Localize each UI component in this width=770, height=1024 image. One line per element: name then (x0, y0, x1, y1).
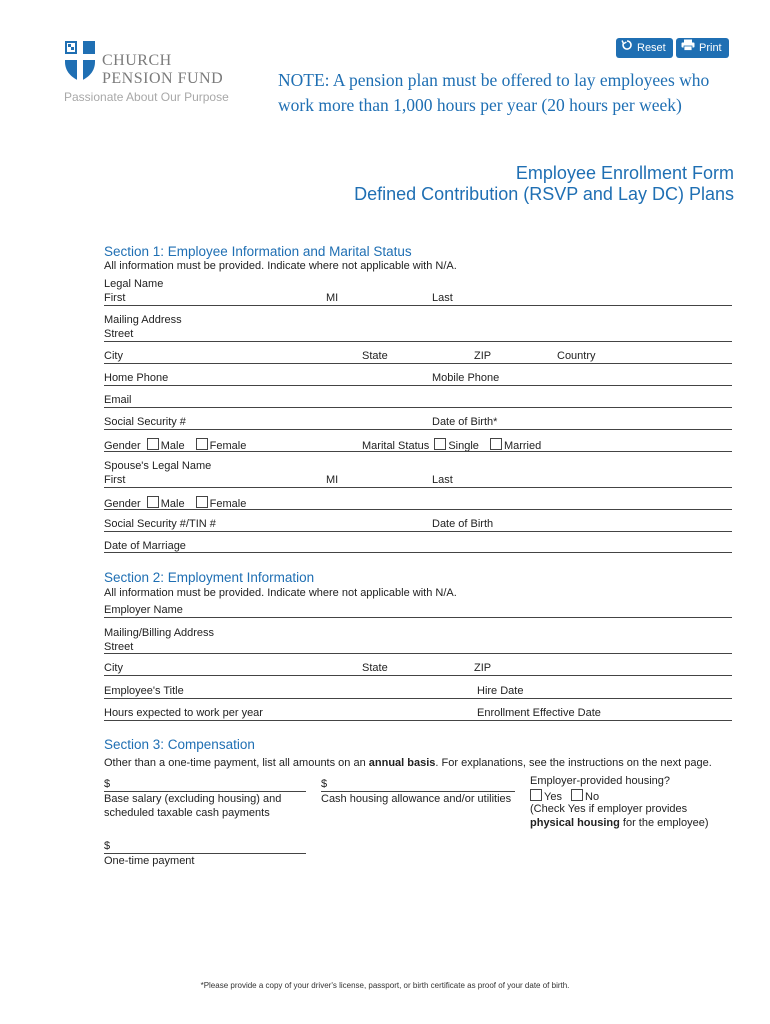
section1-heading: Section 1: Employee Information and Marital Status (104, 244, 412, 259)
spouse-last-field[interactable]: Last (432, 474, 453, 486)
hours-rule (104, 720, 732, 721)
printer-icon (681, 38, 695, 58)
spouse-ssn-rule (104, 531, 732, 532)
base-salary-field[interactable]: $ (104, 778, 111, 790)
date-of-marriage-field[interactable]: Date of Marriage (104, 540, 186, 552)
logo-line2: PENSION FUND (102, 70, 224, 87)
country-field[interactable]: Country (557, 350, 596, 362)
logo-line1: CHURCH (102, 52, 172, 69)
pension-note: NOTE: A pension plan must be offered to lay employees who work more than 1,000 hours per year (20 hours per week) (278, 70, 710, 115)
housing-options: Yes No (530, 789, 599, 803)
employer-zip-field[interactable]: ZIP (474, 662, 492, 674)
housing-note-1: (Check Yes if employer provides (530, 803, 688, 815)
city-field[interactable]: City (104, 350, 123, 362)
email-field[interactable]: Email (104, 394, 132, 406)
cash-housing-field[interactable]: $ (321, 778, 328, 790)
housing-question: Employer-provided housing? (530, 775, 671, 787)
section2-heading: Section 2: Employment Information (104, 570, 315, 585)
single-checkbox[interactable] (434, 438, 446, 450)
spouse-gender-group: Gender Male Female (104, 498, 247, 510)
spouse-dob-field[interactable]: Date of Birth (432, 518, 494, 530)
ssn-rule (104, 429, 732, 430)
section2-instructions: All information must be provided. Indicate where not applicable with N/A. (104, 587, 457, 599)
housing-yes-checkbox[interactable] (530, 789, 542, 801)
housing-note-2: physical housing for the employee) (530, 817, 709, 829)
employer-city-rule (104, 675, 732, 676)
street-field[interactable]: Street (104, 328, 134, 340)
section3-heading: Section 3: Compensation (104, 737, 255, 752)
print-button[interactable]: Print (676, 38, 729, 58)
spouse-name-rule (104, 487, 732, 488)
reset-icon (621, 38, 633, 58)
marriage-rule (104, 552, 732, 553)
logo-tagline: Passionate About Our Purpose (64, 90, 229, 104)
home-phone-field[interactable]: Home Phone (104, 372, 169, 384)
legal-name-label: Legal Name (104, 278, 164, 290)
mailing-address-label: Mailing Address (104, 314, 182, 326)
mailing-billing-label: Mailing/Billing Address (104, 627, 215, 639)
state-field[interactable]: State (362, 350, 388, 362)
email-rule (104, 407, 732, 408)
employee-title-field[interactable]: Employee's Title (104, 685, 184, 697)
one-time-payment-label: One-time payment (104, 855, 195, 867)
hours-expected-field[interactable]: Hours expected to work per year (104, 707, 263, 719)
form-subtitle: Defined Contribution (RSVP and Lay DC) Plans (354, 184, 734, 204)
employer-street-field[interactable]: Street (104, 641, 134, 653)
housing-no-checkbox[interactable] (571, 789, 583, 801)
employer-city-field[interactable]: City (104, 662, 123, 674)
gender-group: Gender Male Female (104, 440, 247, 452)
church-pension-fund-logo (64, 40, 96, 82)
spouse-male-checkbox[interactable] (147, 496, 159, 508)
phone-rule (104, 385, 732, 386)
spouse-first-field[interactable]: First (104, 474, 126, 486)
reset-button[interactable]: Reset (616, 38, 673, 58)
base-salary-rule (104, 791, 306, 792)
cash-housing-label: Cash housing allowance and/or utilities (321, 793, 512, 805)
employer-name-field[interactable]: Employer Name (104, 604, 183, 616)
city-rule (104, 363, 732, 364)
footnote: *Please provide a copy of your driver's license, passport, or birth certificate as proof of your date of birth. (200, 981, 570, 990)
marital-status-group: Marital Status Single Married (362, 440, 542, 452)
male-checkbox[interactable] (147, 438, 159, 450)
street-rule (104, 341, 732, 342)
married-checkbox[interactable] (490, 438, 502, 450)
section1-instructions: All information must be provided. Indicate where not applicable with N/A. (104, 260, 457, 272)
hire-date-field[interactable]: Hire Date (477, 685, 524, 697)
female-checkbox[interactable] (196, 438, 208, 450)
title-rule (104, 698, 732, 699)
cash-housing-rule (321, 791, 515, 792)
one-time-payment-field[interactable]: $ (104, 840, 111, 852)
zip-field[interactable]: ZIP (474, 350, 492, 362)
mobile-phone-field[interactable]: Mobile Phone (432, 372, 500, 384)
base-salary-label-2: scheduled taxable cash payments (104, 807, 270, 819)
spouse-ssn-field[interactable]: Social Security #/TIN # (104, 518, 216, 530)
gender-rule (104, 451, 732, 452)
section3-instructions: Other than a one-time payment, list all amounts on an annual basis. For explanations, see the instructions on the next page. (104, 757, 712, 769)
mi-field[interactable]: MI (326, 292, 339, 304)
enrollment-date-field[interactable]: Enrollment Effective Date (477, 707, 601, 719)
base-salary-label-1: Base salary (excluding housing) and (104, 793, 282, 805)
dob-field[interactable]: Date of Birth* (432, 416, 498, 428)
spouse-mi-field[interactable]: MI (326, 474, 339, 486)
spouse-legal-name-label: Spouse's Legal Name (104, 460, 212, 472)
employer-street-rule (104, 653, 732, 654)
employer-rule (104, 617, 732, 618)
first-name-field[interactable]: First (104, 292, 126, 304)
employer-state-field[interactable]: State (362, 662, 388, 674)
legal-name-rule (104, 305, 732, 306)
form-title: Employee Enrollment Form (515, 163, 734, 183)
one-time-rule (104, 853, 306, 854)
last-name-field[interactable]: Last (432, 292, 453, 304)
ssn-field[interactable]: Social Security # (104, 416, 186, 428)
spouse-female-checkbox[interactable] (196, 496, 208, 508)
spouse-gender-rule (104, 509, 732, 510)
